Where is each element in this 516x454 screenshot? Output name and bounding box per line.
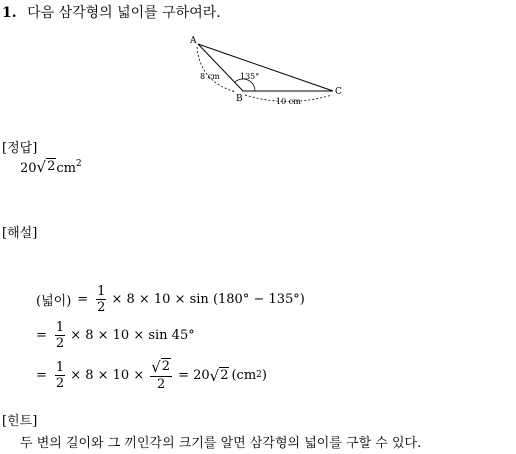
triangle-figure — [0, 0, 516, 120]
hint-heading: [힌트] — [2, 414, 38, 429]
radicand: 2 — [161, 359, 171, 374]
result-unit-close: ) — [261, 367, 267, 383]
fraction-numerator — [150, 358, 172, 377]
fraction-denominator: 2 — [157, 377, 166, 392]
hint-text: 두 변의 길이와 그 끼인각의 크기를 알면 삼각형의 넓이를 구할 수 있다. — [20, 436, 422, 451]
result-coefficient: = 20 — [178, 367, 210, 383]
explanation-heading: [해설] — [2, 226, 38, 241]
answer-sqrt: √ 2 — [36, 158, 56, 176]
answer-value — [20, 158, 82, 176]
fraction-half — [55, 360, 65, 391]
question-text: 다음 삼각형의 넓이를 구하여라. — [27, 5, 221, 21]
result-unit: (cm — [231, 367, 257, 383]
result-unit-exp: 2 — [256, 370, 262, 380]
equals-sign: = — [36, 328, 47, 343]
vertex-a-label: A — [190, 36, 197, 46]
answer-coefficient: 20 — [20, 161, 37, 176]
explanation-line-3 — [36, 358, 267, 392]
explanation-line-1 — [36, 284, 305, 315]
vertex-c-label: C — [335, 87, 342, 97]
fraction-numerator: 1 — [55, 320, 65, 335]
angle-b-label: 135° — [240, 72, 260, 81]
answer-heading: [정답] — [2, 141, 38, 156]
fraction-denominator: 2 — [97, 300, 106, 315]
side-ab-label: 8 cm — [200, 72, 220, 81]
result-radicand: 2 — [220, 368, 229, 383]
answer-radicand: 2 — [47, 159, 56, 174]
fraction-half — [96, 284, 106, 315]
equals-sign: = — [36, 367, 47, 383]
fraction-half — [55, 320, 65, 351]
fraction-numerator: 1 — [55, 359, 65, 375]
fraction-denominator: 2 — [55, 336, 65, 351]
question-number: 1. — [2, 5, 17, 21]
side-ab — [198, 44, 243, 91]
fraction-sqrt2-over-2 — [150, 358, 172, 392]
dim-ab — [197, 47, 236, 92]
fraction-numerator: 1 — [97, 284, 106, 299]
explanation-line-2 — [36, 320, 195, 351]
expression-rest: × 8 × 10 × sin 45° — [70, 328, 195, 343]
answer-unit: cm — [56, 161, 76, 176]
vertex-b-label: B — [236, 94, 243, 104]
area-label: (넓이) — [36, 294, 72, 309]
expression-mid: × 8 × 10 × — [70, 367, 145, 383]
sqrt-sign: √ 2 — [151, 358, 171, 376]
result-sqrt: √ 2 — [209, 367, 229, 385]
equals-sign: = — [77, 292, 89, 307]
side-bc-label: 10 cm — [276, 97, 301, 106]
answer-unit-exp: 2 — [76, 159, 82, 169]
fraction-denominator: 2 — [55, 375, 65, 391]
expression-rest: × 8 × 10 × sin (180° − 135°) — [111, 292, 305, 307]
